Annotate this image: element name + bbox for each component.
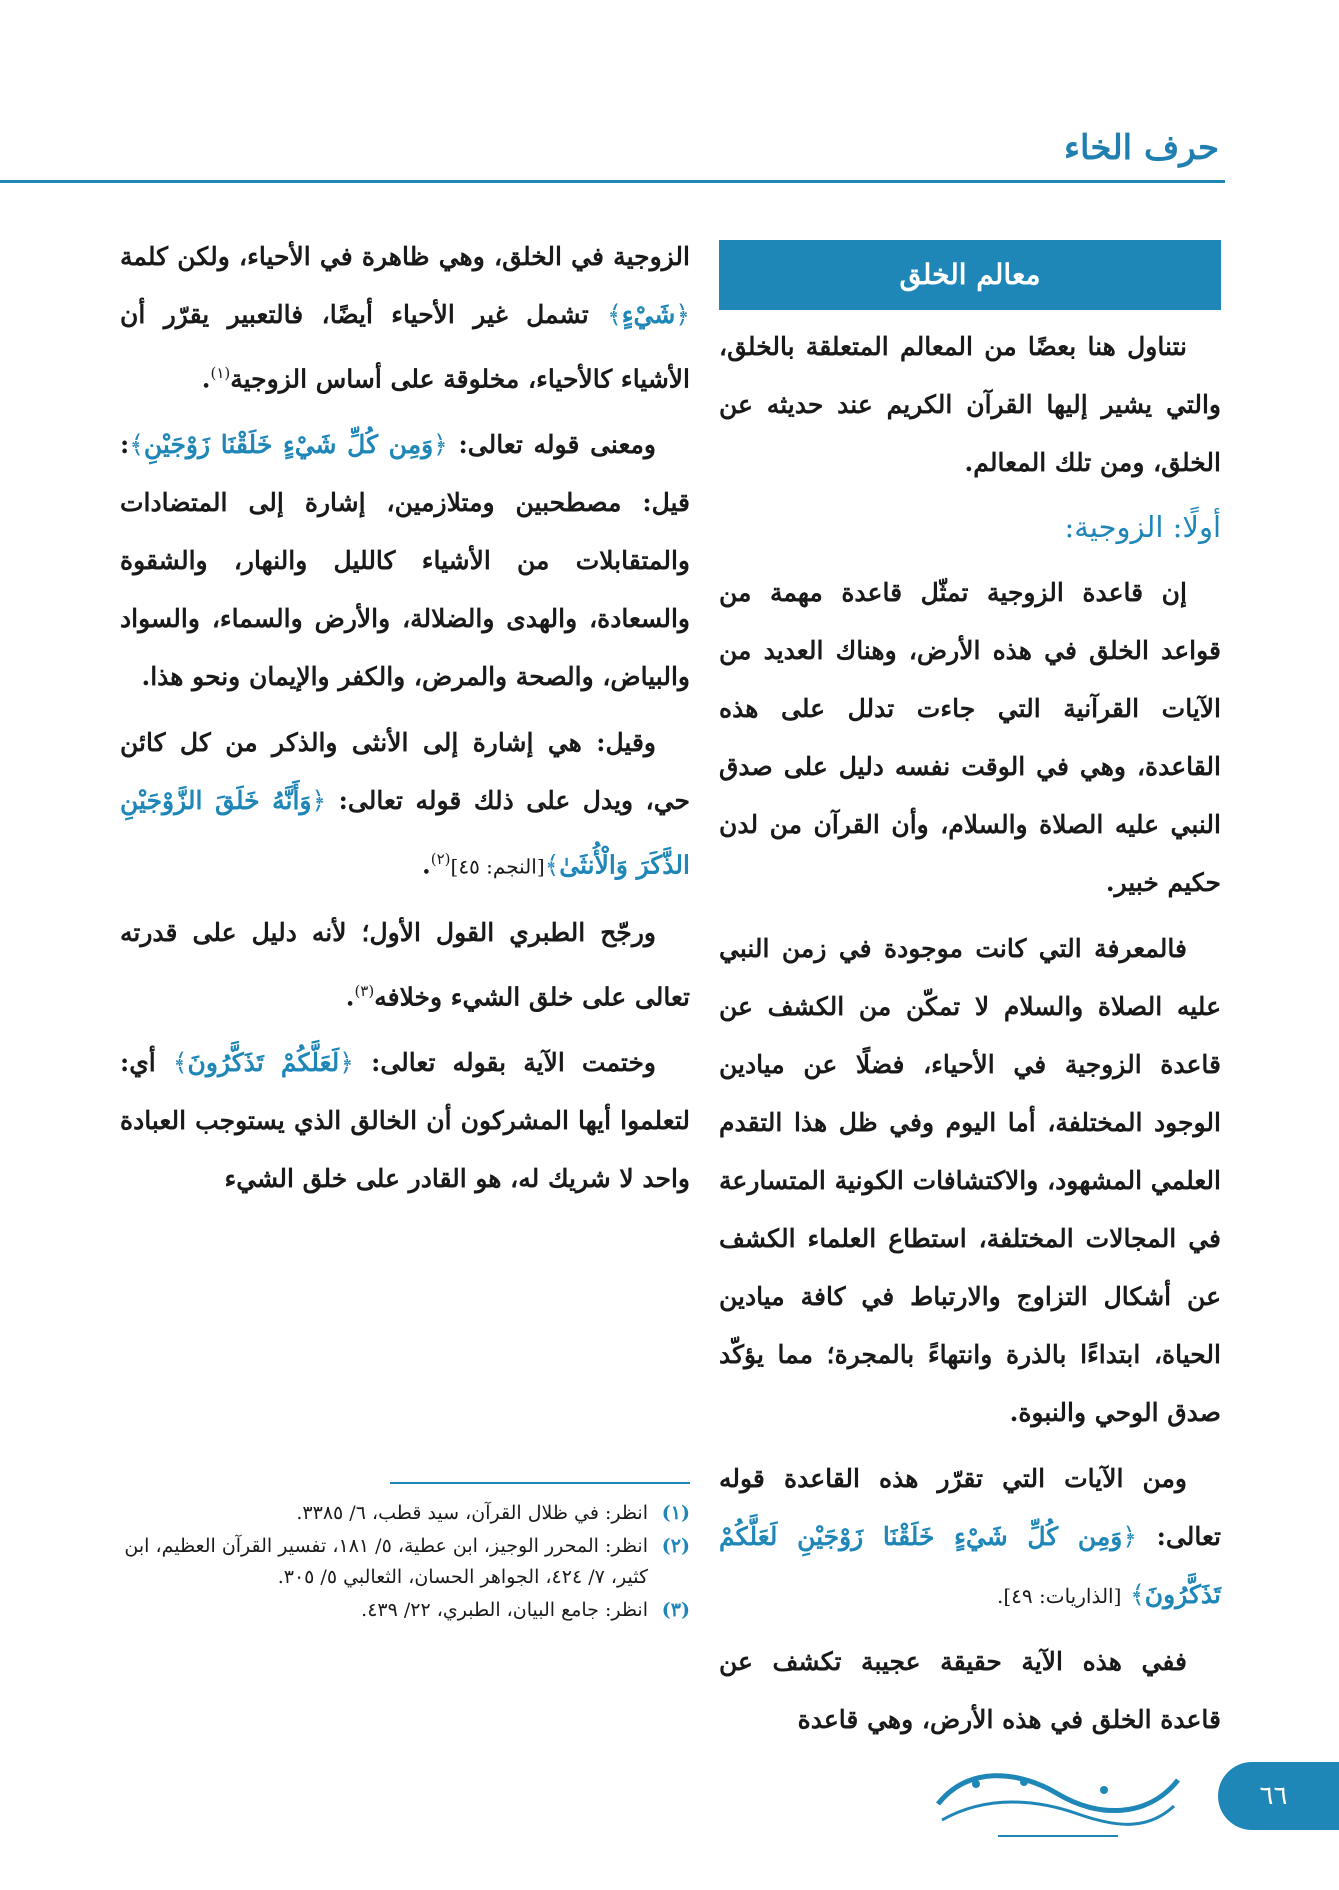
footnote-number: (١) (661, 1502, 690, 1524)
footnote-rule (390, 1482, 690, 1484)
paragraph-text: وقيل: هي إشارة إلى الأنثى والذكر من كل كائن حي، ويدل على ذلك قوله تعالى: (120, 728, 690, 816)
paragraph-text: ورجّح الطبري القول الأول؛ لأنه دليل على قدرته تعالى على خلق الشيء وخلافه (120, 917, 690, 1011)
verse-close-ornament: ﴾ (607, 300, 622, 329)
footnote-text: انظر: جامع البيان، الطبري، ٢٢/ ٤٣٩. (361, 1599, 648, 1621)
verse-open-ornament: ﴿ (433, 430, 448, 460)
header-rule (0, 180, 1225, 183)
verse-open-ornament: ﴿ (311, 786, 327, 816)
quran-verse: وَمِن كُلِّ شَيْءٍ خَلَقْنَا زَوْجَيْنِ (143, 430, 434, 460)
paragraph-text: ومن الآيات التي تقرّر هذه القاعدة قوله تعالى: (719, 1464, 1221, 1551)
paragraph: الزوجية في الخلق، وهي ظاهرة في الأحياء، ولكن كلمة ﴿شَيْءٍ﴾ تشمل غير الأحياء أيضًا، فالتعبير يقرّر أن الأشياء كالأحياء، مخلوقة على أساس الزوجية$^{(١)}$. (120, 242, 690, 394)
footnote-text: انظر: في ظلال القرآن، سيد قطب، ٦/ ٣٣٨٥. (296, 1502, 648, 1524)
subheading: أولًا: الزوجية: (1064, 510, 1221, 544)
paragraph: إن قاعدة الزوجية تمثّل قاعدة مهمة من قواعد الخلق في هذه الأرض، وهناك العديد من الآيات القرآنية التي جاءت تدلل على هذه القاعدة، وهي في الوقت نفسه دليل على صدق النبي عليه الصلاة والسلام، وأن القرآن من لدن حكيم خبير. (719, 578, 1221, 897)
paragraph-text: : قيل: مصطحبين ومتلازمين، إشارة إلى المتضادات والمتقابلات من الأشياء كالليل والنهار، والشقوة والسعادة، والهدى والضلالة، والأرض والسماء، والسواد والبياض، والصحة والمرض، والكفر والإيمان ونحو هذا. (120, 430, 690, 692)
footnote-number: (٢) (661, 1535, 690, 1557)
verse-close-ornament: ﴾ (1130, 1580, 1145, 1609)
paragraph: ففي هذه الآية حقيقة عجيبة تكشف عن قاعدة الخلق في هذه الأرض، وهي قاعدة (719, 1647, 1221, 1734)
quran-verse: لَعَلَّكُمْ تَذَكَّرُونَ (187, 1047, 340, 1077)
footnote-marker: (٣) (354, 981, 375, 1000)
paragraph: وقيل: هي إشارة إلى الأنثى والذكر من كل كائن حي، ويدل على ذلك قوله تعالى: ﴿وَأَنَّهُ خَلَقَ الزَّوْجَيْنِ الذَّكَرَ وَالْأُنثَىٰ﴾[النجم: ٤٥]$^{(٢)}$. (120, 728, 690, 880)
paragraph-text: تشمل غير الأحياء أيضًا، فالتعبير يقرّر أن الأشياء كالأحياء، مخلوقة على أساس الزوجية (120, 300, 690, 394)
paragraph-text: أي: لتعلموا أيها المشركون أن الخالق الذي يستوجب العبادة واحد لا شريك له، هو القادر على خلق الشيء (120, 1047, 690, 1193)
paragraph-text: وختمت الآية بقوله تعالى: (371, 1047, 656, 1077)
footnote-number: (٣) (661, 1599, 690, 1621)
paragraph-text: ومعنى قوله تعالى: (458, 430, 656, 460)
footnote-marker: (٢) (430, 850, 451, 869)
paragraph (719, 1450, 1221, 1625)
verse-reference: [الذاريات: ٤٩]. (997, 1584, 1122, 1608)
verse-open-ornament: ﴿ (675, 300, 690, 329)
page-number: ٦٦ (1218, 1762, 1339, 1830)
quran-verse: وَأَنَّهُ خَلَقَ الزَّوْجَيْنِ الذَّكَرَ وَالْأُنثَىٰ (120, 786, 690, 880)
verse-close-ornament: ﴾ (129, 430, 144, 460)
right-column (719, 240, 1221, 1757)
paragraph-text: الزوجية في الخلق، وهي ظاهرة في الأحياء، ولكن كلمة (120, 242, 690, 271)
verse-open-ornament: ﴿ (1122, 1522, 1137, 1551)
footnote-item (120, 1531, 690, 1593)
section-title: معالم الخلق (719, 240, 1221, 310)
footnote-text: انظر: المحرر الوجيز، ابن عطية، ٥/ ١٨١، تفسير القرآن العظيم، ابن كثير، ٧/ ٤٢٤، الجواهر الحسان، الثعالبي ٥/ ٣٠٥. (124, 1535, 648, 1588)
footnote-item (120, 1498, 690, 1529)
left-column (120, 228, 690, 1216)
footnote-item (120, 1595, 690, 1626)
paragraph: ورجّح الطبري القول الأول؛ لأنه دليل على قدرته تعالى على خلق الشيء وخلافه$^{(٣)}$. (120, 917, 690, 1011)
verse-reference: [النجم: ٤٥] (450, 854, 545, 879)
intro-paragraph: نتناول هنا بعضًا من المعالم المتعلقة بالخلق، والتي يشير إليها القرآن الكريم عند حديثه عن الخلق، ومن تلك المعالم. (719, 332, 1221, 477)
footnote-marker: (١) (210, 364, 231, 382)
quran-word: شَيْءٍ (621, 300, 676, 329)
chapter-title: حرف الخاء (1064, 128, 1219, 168)
paragraph (120, 1034, 690, 1208)
verse-close-ornament: ﴾ (544, 850, 560, 880)
verse-close-ornament: ﴾ (172, 1047, 188, 1077)
quran-verse: وَمِن كُلِّ شَيْءٍ خَلَقْنَا زَوْجَيْنِ لَعَلَّكُمْ تَذَكَّرُونَ (719, 1522, 1221, 1609)
paragraph: فالمعرفة التي كانت موجودة في زمن النبي عليه الصلاة والسلام لا تمكّن من الكشف عن قاعدة الزوجية في الأحياء، فضلًا عن ميادين الوجود المختلفة، أما اليوم وفي ظل هذا التقدم العلمي المشهود، والاكتشافات الكونية المتسارعة في المجالات المختلفة، استطاع العلماء الكشف عن أشكال التزاوج والارتباط في كافة ميادين الحياة، ابتداءًا بالذرة وانتهاءً بالمجرة؛ مما يؤكّد صدق الوحي والنبوة. (719, 934, 1221, 1427)
verse-open-ornament: ﴿ (339, 1047, 354, 1077)
footnotes (120, 1498, 690, 1628)
paragraph (120, 416, 690, 706)
encyclopedia-logo (928, 1760, 1188, 1844)
